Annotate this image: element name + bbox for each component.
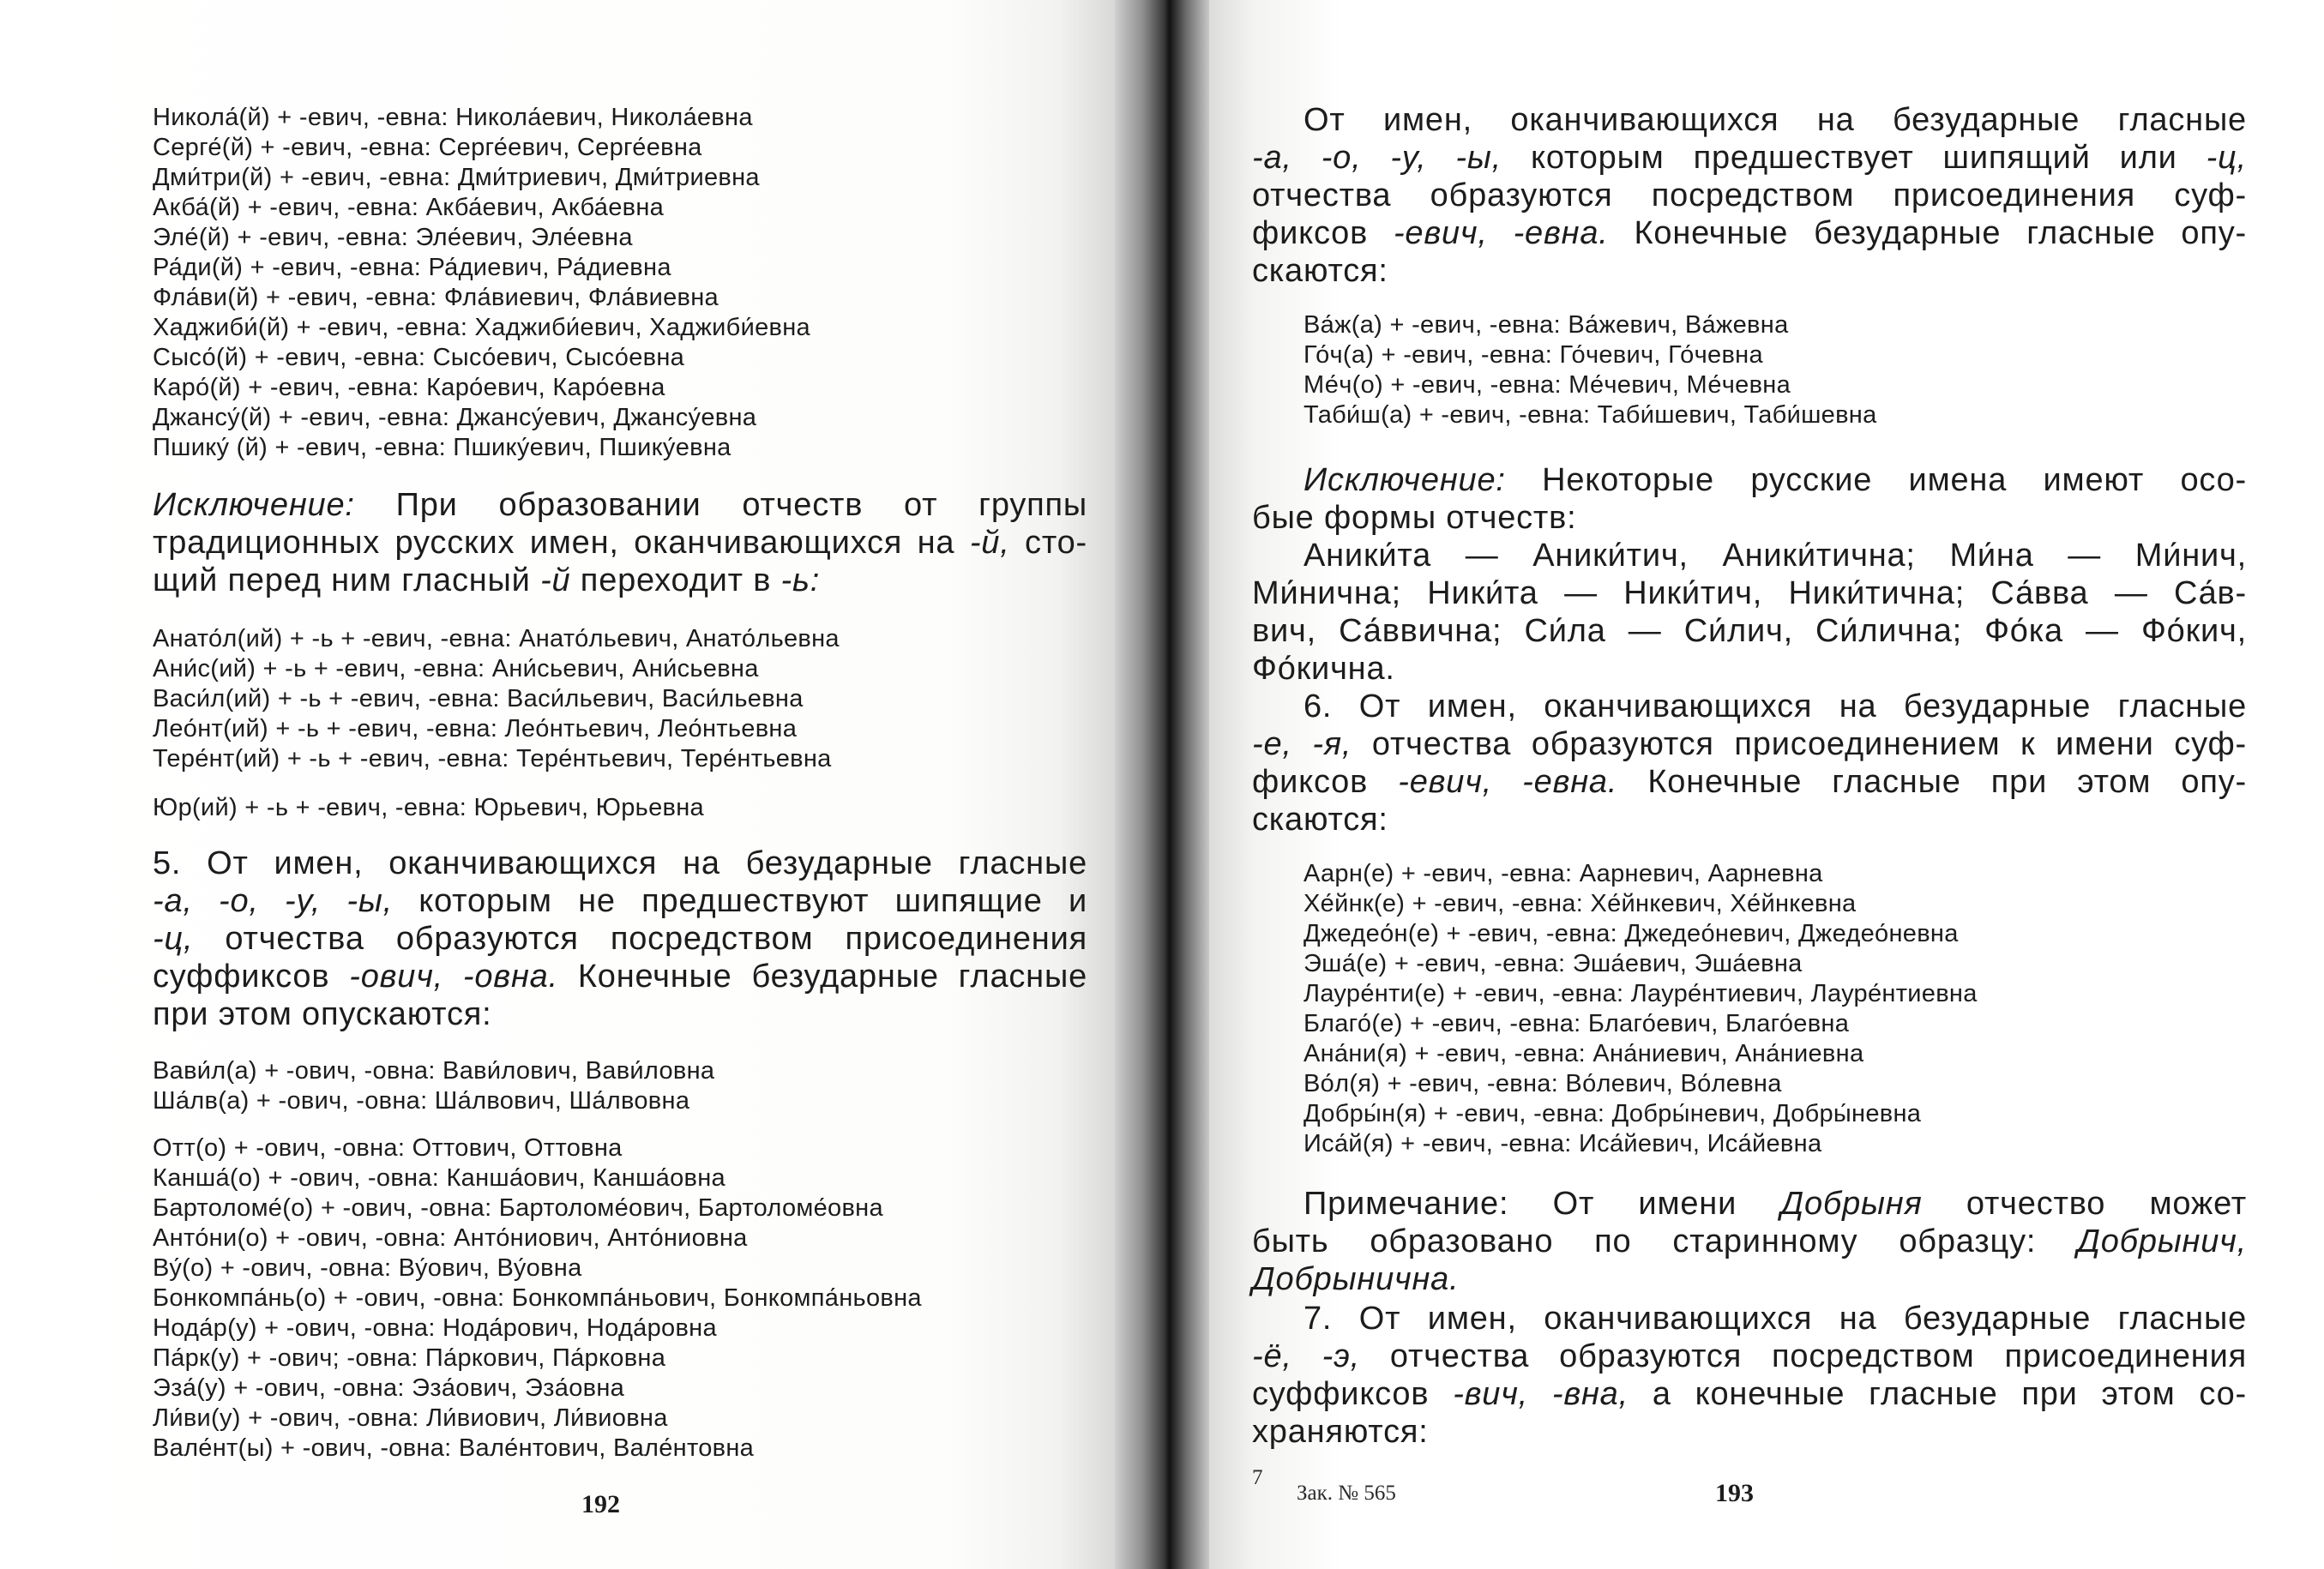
paragraph-line: храняются: <box>1252 1414 1429 1450</box>
paragraph-line <box>1252 1223 2247 1260</box>
example-line: Ва́ж(а) + -евич, -евна: Ва́жевич, Ва́жевна <box>1303 311 1789 339</box>
example-line: Вави́л(а) + -ович, -овна: Вави́лович, Вави́ловна <box>153 1057 715 1085</box>
italic-run: -ц, <box>2206 140 2247 176</box>
text-run: Примечание: От имени <box>1303 1186 1781 1222</box>
paragraph-line: при этом опускаются: <box>153 996 492 1032</box>
example-line: Эза́(у) + -ович, -овна: Эза́ович, Эза́овна <box>153 1374 625 1402</box>
paragraph-line <box>153 920 1087 958</box>
paragraph-line: скаются: <box>1252 253 1388 289</box>
italic-run: Добрынична. <box>1252 1261 1460 1297</box>
rule-5-paragraph <box>153 845 1087 1033</box>
example-line: Хаджиби́(й) + -евич, -евна: Хаджиби́евич, Хаджиби́евна <box>153 314 810 341</box>
paragraph-line <box>1252 1375 2247 1413</box>
example-line: Добры́н(я) + -евич, -евна: Добры́невич, Добры́невна <box>1303 1100 1922 1127</box>
paragraph-line <box>1252 725 2247 763</box>
paragraph-line <box>1252 1338 2247 1375</box>
example-line: Пшику́ (й) + -евич, -евна: Пшику́евич, Пшику́евна <box>153 434 732 461</box>
example-line: Тере́нт(ий) + -ь + -евич, -евна: Тере́нтьевич, Тере́нтьевна <box>153 745 832 772</box>
italic-run: -а, -о, -у, -ы, <box>1252 140 1502 176</box>
note-paragraph <box>1252 1185 2247 1298</box>
example-line: Па́рк(у) + -ович; -овна: Па́ркович, Па́рковна <box>153 1344 666 1372</box>
page-number: 193 <box>1715 1479 1754 1507</box>
example-line: Хе́йнк(е) + -евич, -евна: Хе́йнкевич, Хе́йнкевна <box>1303 890 1857 917</box>
paragraph-line: 5. От имен, оканчивающихся на безударные гласные <box>153 845 1087 881</box>
text-run: традиционных русских имен, оканчивающихся на <box>153 525 970 561</box>
example-line: Ана́ни(я) + -евич, -евна: Ана́ниевич, Ана́ниевна <box>1303 1040 1864 1067</box>
italic-run: -й <box>540 562 571 598</box>
example-line: Лео́нт(ий) + -ь + -евич, -евна: Лео́нтьевич, Лео́нтьевна <box>153 715 798 742</box>
paragraph-line <box>153 524 1087 562</box>
text-run: Некоторые русские имена имеют осо- <box>1505 462 2247 498</box>
paragraph-line <box>1252 763 2247 801</box>
example-line: Нода́р(у) + -ович, -овна: Нода́рович, Нода́ровна <box>153 1314 717 1342</box>
text-run: Конечные безударные гласные опу- <box>1608 215 2247 251</box>
intro-paragraph <box>1252 101 2247 290</box>
italic-run: -ь: <box>780 562 821 598</box>
example-line: Ме́ч(о) + -евич, -евна: Ме́чевич, Ме́чевна <box>1303 371 1791 399</box>
paragraph-line <box>153 486 1087 524</box>
text-run: быть образовано по старинному образцу: <box>1252 1223 2078 1259</box>
paragraph-line: Ми́нична; Ники́та — Ники́тич, Ники́тична; Са́вва — Са́в- <box>1252 575 2247 611</box>
order-number: Зак. № 565 <box>1297 1482 1396 1505</box>
paragraph-line: вич, Са́ввична; Си́ла — Си́лич, Си́лична; Фо́ка — Фо́кич, <box>1252 613 2247 649</box>
text-run: 6. От имен, оканчивающихся на безударные гласные <box>1303 688 2247 724</box>
text-run: отчества образуются присоединением к имени суф- <box>1352 726 2247 762</box>
example-line: Иса́й(я) + -евич, -евна: Иса́йевич, Иса́йевна <box>1303 1130 1822 1157</box>
example-line: Сысо́(й) + -евич, -евна: Сысо́евич, Сысо́евна <box>153 344 685 371</box>
paragraph-line <box>153 882 1087 920</box>
example-line: Фла́ви(й) + -евич, -евна: Фла́виевич, Фла́виевна <box>153 284 719 311</box>
rule-6-paragraph <box>1252 688 2247 839</box>
page-number: 192 <box>581 1490 620 1518</box>
paragraph-line <box>1252 461 2247 499</box>
example-line: Серге́(й) + -евич, -евна: Серге́евич, Серге́евна <box>153 134 702 161</box>
paragraph-line <box>1252 688 2247 725</box>
paragraph-line <box>1252 1260 2247 1298</box>
example-line: Каро́(й) + -евич, -евна: Каро́евич, Каро́евна <box>153 374 665 401</box>
italic-run: -й, <box>969 525 1010 561</box>
example-line: Благо́(е) + -евич, -евна: Благо́евич, Благо́евна <box>1303 1010 1850 1037</box>
italic-run: -евич, -евна. <box>1398 764 1618 800</box>
paragraph-line <box>153 562 1087 599</box>
italic-run: -ц, <box>153 921 194 957</box>
example-line: Васи́л(ий) + -ь + -евич, -евна: Васи́льевич, Васи́льевна <box>153 685 804 712</box>
paragraph-line <box>1252 214 2247 252</box>
text-run: отчество может <box>1922 1186 2247 1222</box>
example-line: Эша́(е) + -евич, -евна: Эша́евич, Эша́евна <box>1303 950 1803 977</box>
exception-paragraph <box>153 486 1087 599</box>
example-line: Ша́лв(а) + -ович, -овна: Ша́лвович, Ша́лвовна <box>153 1087 690 1115</box>
paragraph-line: отчества образуются посредством присоединения суф- <box>1252 177 2247 213</box>
example-line: Акба́(й) + -евич, -евна: Акба́евич, Акба́евна <box>153 194 665 221</box>
exception-label: Исключение: <box>1303 462 1506 498</box>
text-run: Конечные безударные гласные <box>557 959 1088 995</box>
paragraph-line <box>1252 101 2247 139</box>
text-run: отчества образуются посредством присоединения <box>193 921 1087 957</box>
example-line: Никола́(й) + -евич, -евна: Никола́евич, Никола́евна <box>153 104 753 131</box>
italic-run: -а, -о, -у, -ы, <box>153 883 393 919</box>
italic-run: -евич, -евна. <box>1393 215 1609 251</box>
text-run: Конечные гласные при этом опу- <box>1617 764 2247 800</box>
example-line: Таби́ш(а) + -евич, -евна: Таби́шевич, Таби́шевна <box>1303 401 1877 429</box>
paragraph-line: Аники́та — Аники́тич, Аники́тична; Ми́на — Ми́нич, <box>1303 538 2247 574</box>
example-line: Ани́с(ий) + -ь + -евич, -евна: Ани́сьевич, Ани́сьевна <box>153 655 759 682</box>
text-run: суффиксов <box>153 959 350 995</box>
example-line: Анто́ни(о) + -ович, -овна: Анто́ниович, Анто́ниовна <box>153 1224 748 1252</box>
example-line: Отт(о) + -ович, -овна: Оттович, Оттовна <box>153 1134 623 1162</box>
sheet-signature: 7 <box>1252 1466 1263 1489</box>
example-line: Го́ч(а) + -евич, -евна: Го́чевич, Го́чевна <box>1303 341 1763 369</box>
text-run: 7. От имен, оканчивающихся на безударные гласные <box>1303 1301 2247 1337</box>
text-run: переходит в <box>570 562 781 598</box>
paragraph-line <box>153 958 1087 995</box>
paragraph-line: скаются: <box>1252 802 1388 838</box>
italic-run: -ё, -э, <box>1252 1338 1360 1374</box>
example-line: Ли́ви(у) + -ович, -овна: Ли́виович, Ли́виовна <box>153 1404 668 1432</box>
text-run: От имен, оканчивающихся на безударные гласные <box>1303 102 2247 138</box>
rule-7-paragraph <box>1252 1300 2247 1451</box>
paragraph-line <box>1252 139 2247 177</box>
paragraph-line <box>1252 1300 2247 1338</box>
example-line: Лауре́нти(е) + -евич, -евна: Лауре́нтиевич, Лауре́нтиевна <box>1303 980 1978 1007</box>
italic-run: -вич, -вна, <box>1453 1376 1629 1412</box>
italic-run: -ович, -овна. <box>349 959 558 995</box>
example-line: Аарн(е) + -евич, -евна: Аарневич, Аарневна <box>1303 860 1823 887</box>
example-line: Бартоломе́(о) + -ович, -овна: Бартоломе́ович, Бартоломе́овна <box>153 1194 883 1222</box>
example-line: Джедео́н(е) + -евич, -евна: Джедео́невич, Джедео́невна <box>1303 920 1959 947</box>
example-line: Бонкомпа́нь(о) + -ович, -овна: Бонкомпа́ньович, Бонкомпа́ньовна <box>153 1284 922 1312</box>
example-line: Эле́(й) + -евич, -евна: Эле́евич, Эле́евна <box>153 224 633 251</box>
paragraph-line: бые формы отчеств: <box>1252 500 1577 536</box>
italic-run: -е, -я, <box>1252 726 1352 762</box>
example-line: Юр(ий) + -ь + -евич, -евна: Юрьевич, Юрьевна <box>153 794 704 821</box>
example-line: Вале́нт(ы) + -ович, -овна: Вале́нтович, Вале́нтовна <box>153 1434 755 1462</box>
text-run: сто- <box>1009 525 1088 561</box>
text-run: фиксов <box>1252 215 1394 251</box>
text-run: суффиксов <box>1252 1376 1454 1412</box>
paragraph-line <box>1252 1185 2247 1223</box>
text-run: которым не предшествуют шипящие и <box>392 883 1087 919</box>
text-run: щий перед ним гласный <box>153 562 541 598</box>
exception-paragraph-right <box>1252 461 2247 688</box>
text-run: отчества образуются посредством присоединения <box>1359 1338 2247 1374</box>
text-run: которым предшествует шипящий или <box>1502 140 2207 176</box>
example-line: Во́л(я) + -евич, -евна: Во́левич, Во́левна <box>1303 1070 1782 1097</box>
text-run: а конечные гласные при этом со- <box>1628 1376 2247 1412</box>
left-page <box>0 0 1115 1569</box>
italic-run: Добрынич, <box>2077 1223 2247 1259</box>
example-line: Канша́(о) + -ович, -овна: Канша́ович, Канша́овна <box>153 1164 725 1192</box>
text-run: фиксов <box>1252 764 1399 800</box>
example-line: Анато́л(ий) + -ь + -евич, -евна: Анато́льевич, Анато́льевна <box>153 625 840 652</box>
paragraph-line: Фо́кична. <box>1252 651 1395 687</box>
example-line: Дми́три(й) + -евич, -евна: Дми́триевич, Дми́триевна <box>153 164 760 191</box>
book-gutter <box>1115 0 1209 1569</box>
italic-run: Добрыня <box>1780 1186 1923 1222</box>
text-run: При образовании отчеств от группы <box>354 487 1087 523</box>
exception-label: Исключение: <box>153 487 355 523</box>
example-line: Джансу́(й) + -евич, -евна: Джансу́евич, Джансу́евна <box>153 404 757 431</box>
example-line: Ву́(о) + -ович, -овна: Ву́ович, Ву́овна <box>153 1254 582 1282</box>
example-line: Ра́ди(й) + -евич, -евна: Ра́диевич, Ра́диевна <box>153 254 671 281</box>
